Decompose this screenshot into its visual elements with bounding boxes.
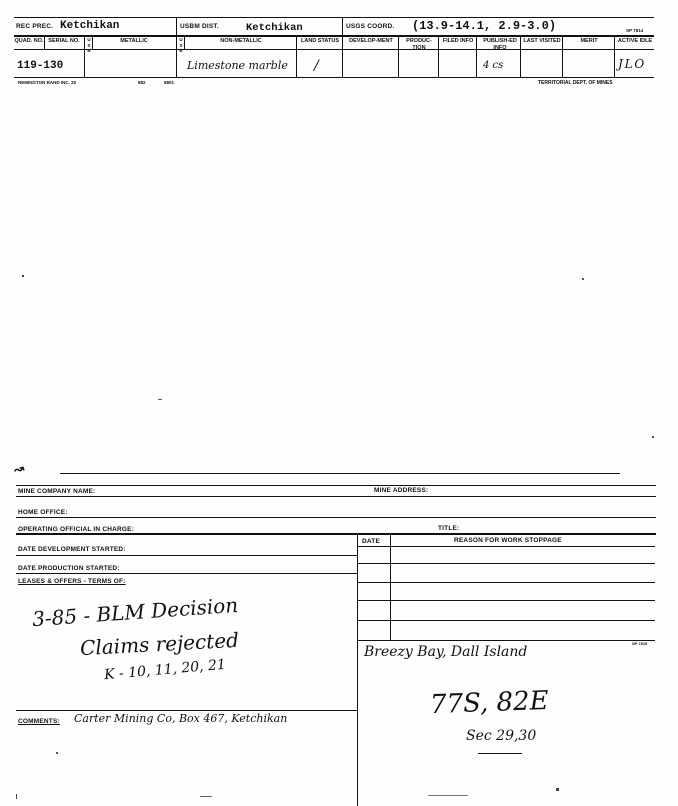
- speck: [428, 795, 468, 796]
- row-quad-no: 119-130: [17, 60, 64, 72]
- col-sep: [476, 36, 477, 77]
- printer-code-2: 8801: [164, 80, 175, 85]
- date-header: DATE: [362, 538, 381, 545]
- col-production: PRODUC-TION: [406, 38, 432, 51]
- speck: [158, 399, 162, 400]
- col-metallic: METALLIC: [120, 38, 148, 44]
- speck: [652, 436, 654, 438]
- section-underline: [478, 753, 522, 754]
- row-non-metallic: [187, 59, 288, 72]
- field-line: [16, 496, 656, 497]
- column-header-bottom-line: [14, 49, 654, 50]
- col-sep: [176, 36, 177, 77]
- section-note: Sec 29,30: [466, 728, 537, 744]
- speck: [556, 788, 559, 791]
- col-usb-2: U S B: [179, 37, 183, 53]
- printer-imprint: REMINGTON RAND INC. 20: [18, 80, 77, 85]
- table-row-line: [357, 620, 655, 621]
- col-sep: [562, 36, 563, 77]
- table-row-line: [357, 546, 655, 547]
- col-sep: [92, 36, 93, 49]
- col-sep: [84, 36, 85, 77]
- row-non-metallic-text: Limestone marble: [187, 59, 288, 72]
- field-line: [16, 710, 357, 711]
- date-dev-started-label: DATE DEVELOPMENT STARTED:: [18, 546, 126, 553]
- note-claim-numbers: K - 10, 11, 20, 21: [103, 656, 227, 684]
- printer-code-1: 882: [138, 80, 146, 85]
- speck: [56, 752, 58, 754]
- table-row-line: [357, 563, 655, 564]
- date-prod-started-label: DATE PRODUCTION STARTED:: [18, 565, 120, 572]
- header-divider: [176, 17, 177, 36]
- corner-mark: ↝: [11, 460, 27, 478]
- col-non-metallic: NON-METALLIC: [220, 38, 262, 44]
- department-name: TERRITORIAL DEPT. OF MINES: [538, 80, 613, 86]
- col-sep: [614, 36, 615, 77]
- col-development: DEVELOP-MENT: [349, 38, 393, 44]
- field-line: [16, 517, 656, 518]
- card-top-line: [60, 473, 620, 474]
- col-merit: MERIT: [580, 38, 598, 44]
- note-blm-decision: 3-85 - BLM Decision: [31, 592, 239, 632]
- usbm-dist-label: USBM DIST.: [180, 23, 219, 30]
- col-sep: [44, 36, 45, 49]
- col-serial-no: SERIAL NO.: [48, 38, 80, 44]
- leases-label: LEASES & OFFERS - TERMS OF:: [18, 578, 126, 585]
- row-active-idle: J L O: [618, 57, 644, 71]
- col-last-visited: LAST VISITED: [523, 38, 561, 44]
- col-filed-info: FILED INFO: [442, 38, 474, 44]
- mine-address-label: MINE ADDRESS:: [374, 487, 429, 494]
- note-claims-rejected: Claims rejected: [79, 627, 240, 661]
- home-office-label: HOME OFFICE:: [18, 509, 68, 516]
- table-row-line: [357, 640, 655, 641]
- col-published-info: PUBLISH-ED INFO: [483, 38, 517, 51]
- speck: [582, 278, 584, 280]
- form-number: SP 7814: [626, 28, 644, 33]
- col-sep: [438, 36, 439, 77]
- header-divider: [342, 17, 343, 36]
- col-sep: [184, 36, 185, 49]
- speck: [22, 275, 24, 277]
- title-label: TITLE:: [438, 525, 460, 532]
- header-bottom-line: [14, 35, 654, 37]
- col-land-status: LAND STATUS: [301, 38, 339, 44]
- table-row-line: [357, 600, 655, 601]
- speck: [16, 794, 17, 799]
- col-active-idle: ACTIVE IDLE: [617, 38, 653, 44]
- comments-label: COMMENTS:: [18, 718, 60, 725]
- table-row-line: [357, 582, 655, 583]
- row-published-info: 4 cs: [483, 60, 504, 71]
- row-land-status: /: [314, 58, 319, 74]
- rec-prec-value: Ketchikan: [60, 20, 120, 32]
- table-left-border: [357, 534, 358, 806]
- col-usb: U S B: [87, 37, 91, 53]
- rec-prec-label: REC PREC.: [16, 23, 54, 30]
- form-number-2: SP 7815: [632, 641, 648, 646]
- usgs-coord-label: USGS COORD.: [346, 23, 395, 30]
- card-rule: [16, 485, 656, 486]
- comments-value: Carter Mining Co, Box 467, Ketchikan: [74, 712, 288, 725]
- col-sep: [520, 36, 521, 77]
- field-line: [16, 533, 656, 535]
- mine-company-name-label: MINE COMPANY NAME:: [18, 488, 96, 495]
- col-sep: [342, 36, 343, 77]
- col-sep: [398, 36, 399, 77]
- field-line: [16, 573, 357, 574]
- location-note: Breezy Bay, Dall Island: [364, 644, 528, 660]
- usgs-coord-value: (13.9-14.1, 2.9-3.0): [412, 19, 557, 33]
- speck: [200, 796, 212, 797]
- usbm-dist-value: Ketchikan: [246, 22, 303, 34]
- col-quad-no: QUAD. NO.: [14, 38, 44, 44]
- township-range-note: 77S, 82E: [429, 685, 550, 721]
- operating-official-label: OPERATING OFFICIAL IN CHARGE:: [18, 526, 135, 533]
- reason-header: REASON FOR WORK STOPPAGE: [454, 537, 562, 544]
- col-sep: [296, 36, 297, 77]
- field-line: [16, 555, 357, 556]
- date-col-border: [390, 534, 391, 641]
- card-top-border: [14, 17, 654, 18]
- row-bottom-line: [14, 77, 654, 78]
